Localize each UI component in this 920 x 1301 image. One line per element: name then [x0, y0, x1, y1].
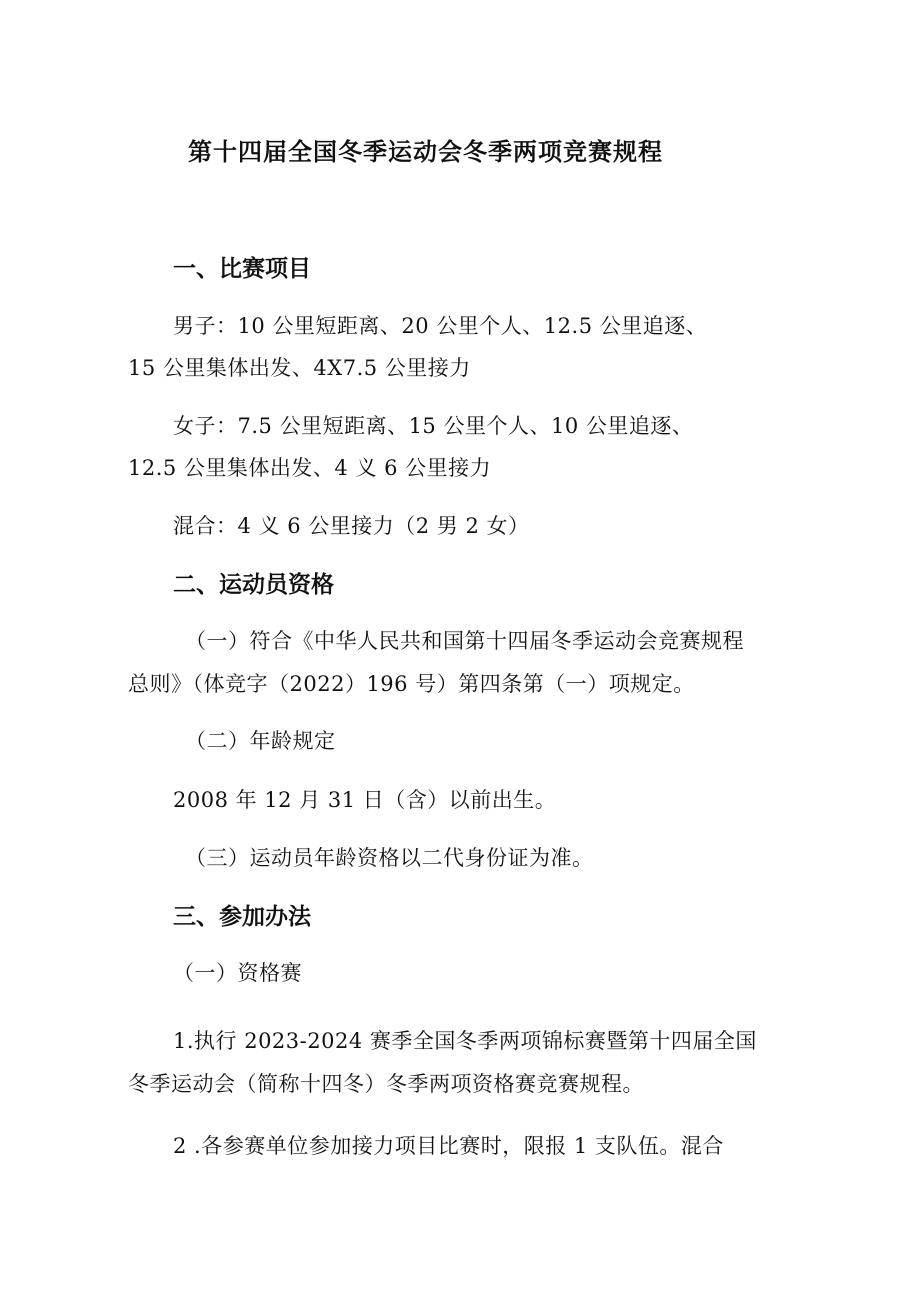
- paragraph-line: 冬季运动会（简称十四冬）冬季两项资格赛竞赛规程。: [128, 1072, 644, 1096]
- paragraph-line: （一）资格赛: [173, 961, 302, 985]
- page-title: 第十四届全国冬季运动会冬季两项竞赛规程: [188, 138, 663, 166]
- paragraph-line: （一）符合《中华人民共和国第十四届冬季运动会竞赛规程: [185, 629, 744, 653]
- paragraph-line: 15 公里集体出发、4X7.5 公里接力: [128, 356, 471, 380]
- paragraph-line: 女子：7.5 公里短距离、15 公里个人、10 公里追逐、: [173, 414, 694, 438]
- paragraph-line: 12.5 公里集体出发、4 义 6 公里接力: [128, 456, 492, 480]
- paragraph-line: （三）运动员年龄资格以二代身份证为准。: [185, 846, 594, 870]
- paragraph-line: 总则》（体竞字（2022）196 号）第四条第（一）项规定。: [128, 672, 695, 696]
- paragraph-line: 1.执行 2023-2024 赛季全国冬季两项锦标赛暨第十四届全国: [173, 1029, 757, 1053]
- section-heading-1: 一、比赛项目: [173, 256, 311, 282]
- section-heading-3: 三、参加办法: [173, 904, 311, 930]
- paragraph-line: （二）年龄规定: [185, 729, 336, 753]
- paragraph-line: 混合：4 义 6 公里接力（2 男 2 女）: [173, 514, 530, 538]
- paragraph-line: 2 .各参赛单位参加接力项目比赛时，限报 1 支队伍。混合: [173, 1134, 724, 1158]
- paragraph-line: 2008 年 12 月 31 日（含）以前出生。: [173, 788, 557, 812]
- paragraph-line: 男子：10 公里短距离、20 公里个人、12.5 公里追逐、: [173, 314, 708, 338]
- section-heading-2: 二、运动员资格: [173, 572, 334, 598]
